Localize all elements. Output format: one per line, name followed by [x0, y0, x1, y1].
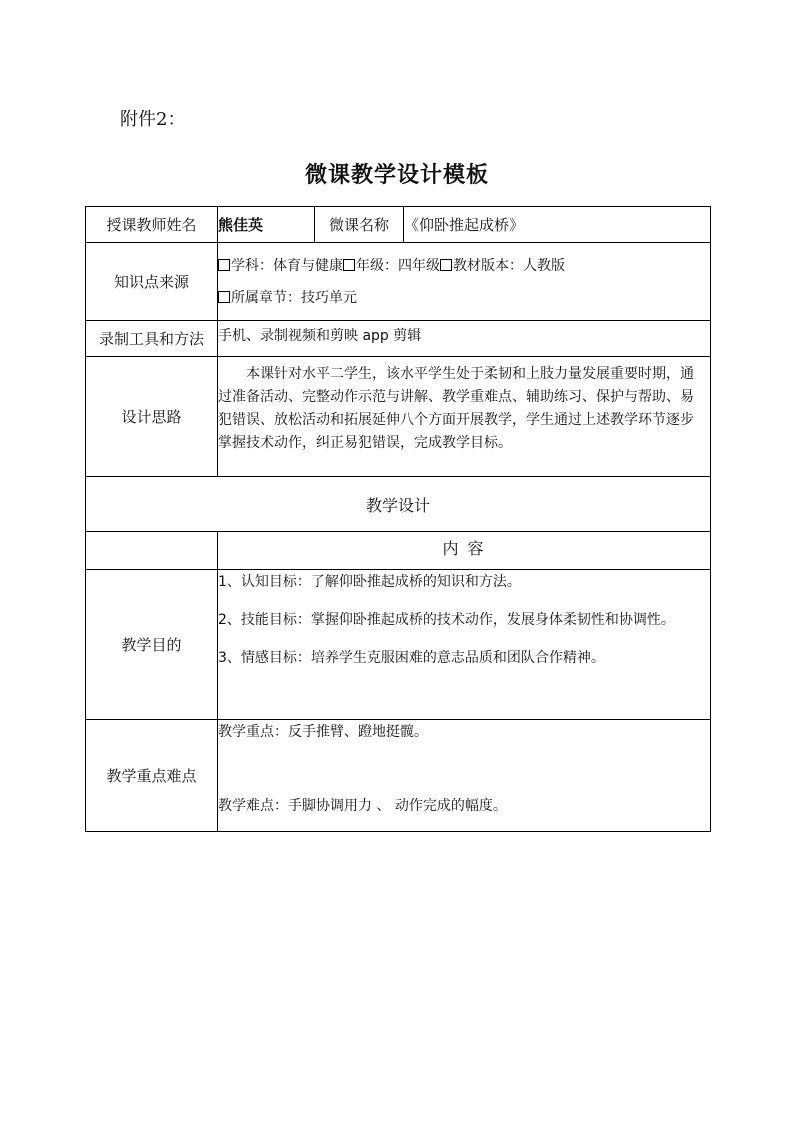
design-label: 设计思路	[86, 357, 218, 477]
checkbox-icon	[218, 291, 230, 303]
textbook-text: 教材版本：人教版	[453, 257, 565, 274]
checkbox-icon	[440, 259, 452, 271]
difficulty-text: 教学难点：手脚协调用力 、 动作完成的幅度。	[218, 798, 507, 814]
key-point-text: 教学重点：反手推臂、蹬地挺髋。	[218, 724, 428, 740]
content-header: 内 容	[218, 532, 711, 570]
design-content	[218, 357, 711, 477]
page-title: 微课教学设计模板	[304, 162, 489, 188]
checkbox-icon	[343, 259, 355, 271]
goal-item: 2、技能目标：掌握仰卧推起成桥的技术动作，发展身体柔韧性和协调性。	[218, 612, 675, 628]
source-line-1	[218, 256, 710, 276]
grade-text: 年级：四年级	[356, 257, 440, 274]
key-points-content	[218, 720, 711, 832]
source-line-2	[218, 288, 710, 308]
source-label: 知识点来源	[86, 243, 218, 321]
checkbox-icon	[218, 259, 230, 271]
lesson-design-table	[85, 206, 711, 832]
source-row	[86, 243, 711, 321]
empty-cell	[86, 532, 218, 570]
teaching-design-row	[86, 477, 711, 532]
design-text: 本课针对水平二学生，该水平学生处于柔韧和上肢力量发展重要时期，通过准备活动、完整动作示范与讲解、教学重难点、辅助练习、保护与帮助、易犯错误、放松活动和拓展延伸八个方面开展教学，学生通过上述教学环节逐步掌握技术动作，纠正易犯错误，完成教学目标。	[218, 366, 694, 451]
course-name-value: 《仰卧推起成桥》	[404, 207, 711, 243]
goals-content	[218, 570, 711, 720]
source-content	[218, 243, 711, 321]
teacher-row	[86, 207, 711, 243]
goals-row	[86, 570, 711, 720]
teacher-name-value: 熊佳英	[218, 207, 315, 243]
goal-item: 1、认知目标：了解仰卧推起成桥的知识和方法。	[218, 574, 521, 590]
teaching-design-heading: 教学设计	[86, 477, 711, 532]
chapter-text: 所属章节：技巧单元	[231, 289, 357, 306]
tools-value: 手机、录制视频和剪映 app 剪辑	[218, 321, 711, 357]
tools-row	[86, 321, 711, 357]
tools-label: 录制工具和方法	[86, 321, 218, 357]
goal-item: 3、情感目标：培养学生克服困难的意志品质和团队合作精神。	[218, 650, 605, 666]
course-name-label: 微课名称	[315, 207, 404, 243]
attachment-label: 附件2：	[120, 109, 186, 130]
design-row	[86, 357, 711, 477]
content-header-row	[86, 532, 711, 570]
teacher-name-label: 授课教师姓名	[86, 207, 218, 243]
key-points-row	[86, 720, 711, 832]
key-points-label: 教学重点难点	[86, 720, 218, 832]
goals-label: 教学目的	[86, 570, 218, 720]
subject-text: 学科：体育与健康	[231, 257, 343, 274]
